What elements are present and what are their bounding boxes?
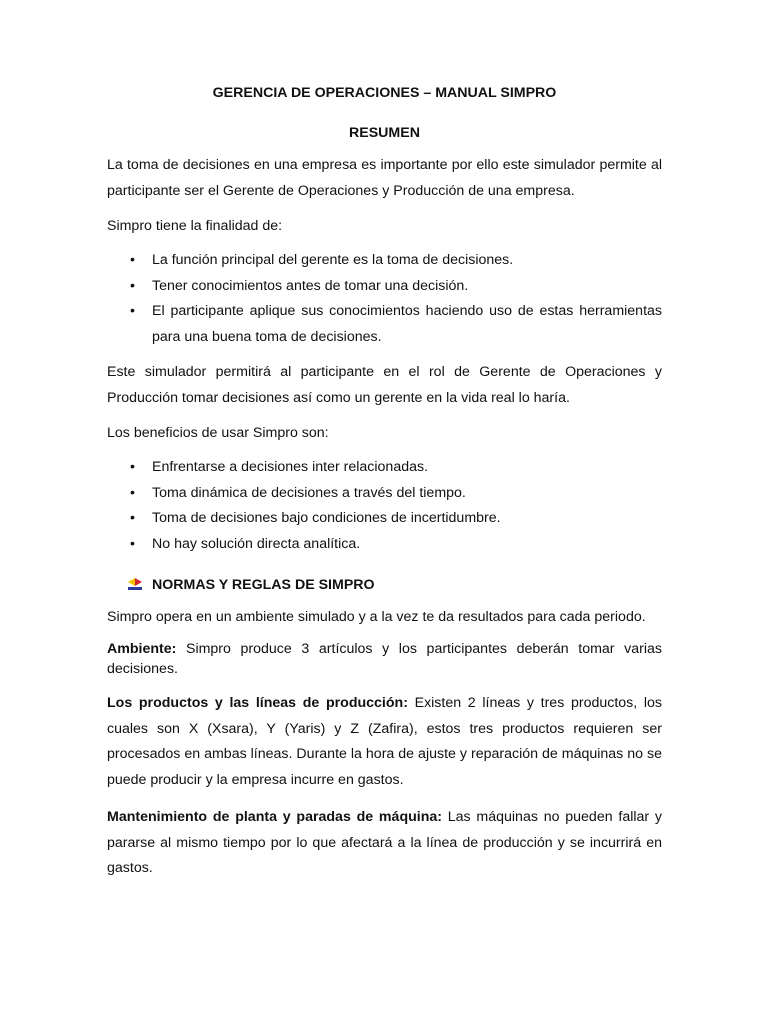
section-heading-label: NORMAS Y REGLAS DE SIMPRO (152, 577, 375, 593)
simulador-paragraph: Este simulador permitirá al participante en el rol de Gerente de Operaciones y Producción tomar decisiones así como un gerente en la vida real lo haría. (107, 364, 662, 406)
intro-paragraph: La toma de decisiones en una empresa es importante por ello este simulador permite al participante ser el Gerente de Operaciones y Producción de una empresa. (107, 157, 662, 199)
bullet-icon: • (130, 459, 135, 475)
bullet-icon: • (130, 252, 135, 268)
list-item: • El participante aplique sus conocimientos haciendo uso de estas herramientas para una buena toma de decisiones. (107, 299, 662, 350)
list-item: • Enfrentarse a decisiones inter relacionadas. (107, 455, 662, 481)
list-item: • La función principal del gerente es la toma de decisiones. (107, 248, 662, 274)
list-item: • Tener conocimientos antes de tomar una decisión. (107, 274, 662, 300)
bullet-icon: • (130, 484, 135, 501)
beneficios-heading: Los beneficios de usar Simpro son: (107, 425, 329, 441)
bullet-icon: • (130, 303, 135, 319)
list-item: • Toma dinámica de decisiones a través del tiempo. (107, 481, 662, 507)
productos-paragraph: Los productos y las líneas de producción: Existen 2 líneas y tres productos, los cuales son X (Xsara), Y (Yaris) y Z (Zafira), estos tres productos requieren ser procesados en ambas líneas. Durante la hora de ajuste y reparación de máquinas no se puede producir y la empresa incurre en gastos. (107, 695, 662, 788)
mantenimiento-paragraph: Mantenimiento de planta y paradas de máquina: Las máquinas no pueden fallar y pararse al mismo tiempo por lo que afectará a la línea de producción y se incurrirá en gastos. (107, 809, 662, 876)
ambiente-paragraph: Ambiente: Simpro produce 3 artículos y los participantes deberán tomar varias decisiones. (107, 641, 662, 677)
finalidad-list (107, 248, 662, 350)
mantenimiento-label: Mantenimiento de planta y paradas de máquina: (107, 809, 442, 825)
document-body (107, 84, 662, 894)
document-subtitle: RESUMEN (349, 125, 420, 141)
section-heading-normas (107, 575, 662, 595)
beneficios-list (107, 455, 662, 557)
productos-label: Los productos y las líneas de producción: (107, 695, 408, 711)
document-title: GERENCIA DE OPERACIONES – MANUAL SIMPRO (212, 85, 557, 101)
list-item: • No hay solución directa analítica. (107, 532, 662, 558)
ambiente-label: Ambiente: (107, 641, 177, 657)
list-item: • Toma de decisiones bajo condiciones de incertidumbre. (107, 506, 662, 532)
bullet-icon: • (130, 277, 135, 294)
bullet-icon: • (130, 510, 135, 526)
finalidad-heading: Simpro tiene la finalidad de: (107, 218, 283, 234)
arrow-bullet-icon (107, 577, 152, 593)
bullet-icon: • (130, 535, 135, 552)
opera-paragraph: Simpro opera en un ambiente simulado y a la vez te da resultados para cada periodo. (107, 609, 646, 625)
